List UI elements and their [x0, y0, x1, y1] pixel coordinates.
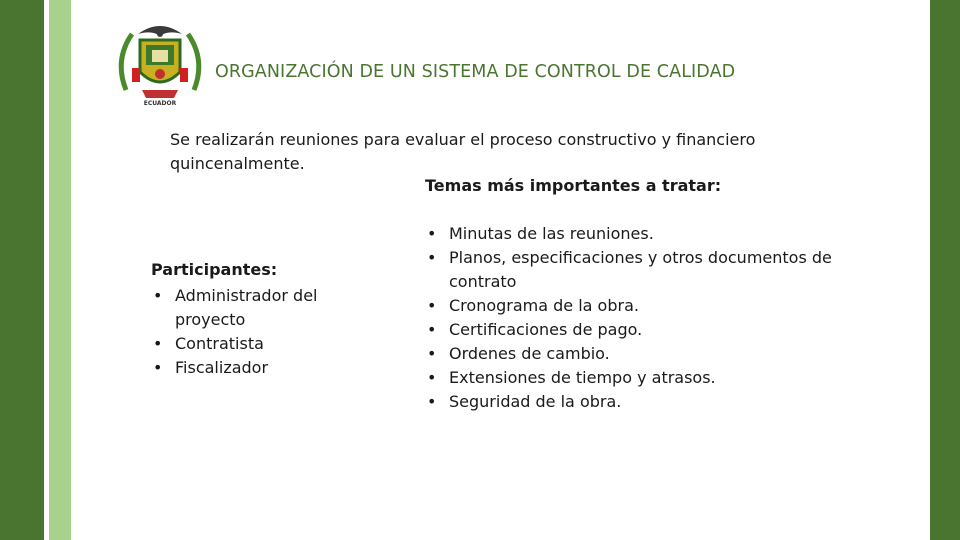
list-item: • Certificaciones de pago. — [425, 318, 855, 342]
list-item: • Administrador del proyecto — [151, 284, 351, 332]
list-item: • Planos, especificaciones y otros documentos de contrato — [425, 246, 855, 294]
coat-of-arms-icon — [112, 20, 208, 112]
right-dark-stripe — [930, 0, 960, 540]
list-item: • Contratista — [151, 332, 351, 356]
logo-caption: ECUADOR — [143, 100, 177, 107]
intro-text: Se realizarán reuniones para evaluar el proceso constructivo y financiero quincenalmente. — [170, 130, 756, 173]
list-item: • Extensiones de tiempo y atrasos. — [425, 366, 855, 390]
list-item: • Ordenes de cambio. — [425, 342, 855, 366]
list-item: • Seguridad de la obra. — [425, 390, 855, 414]
participants-list — [151, 284, 351, 380]
left-dark-stripe — [0, 0, 44, 540]
participants-heading: Participantes: — [151, 260, 278, 279]
topics-heading: Temas más importantes a tratar: — [425, 176, 722, 195]
list-item: • Minutas de las reuniones. — [425, 222, 855, 246]
topics-list — [425, 222, 855, 414]
list-item: • Cronograma de la obra. — [425, 294, 855, 318]
left-light-stripe — [49, 0, 71, 540]
slide-title: ORGANIZACIÓN DE UN SISTEMA DE CONTROL DE CALIDAD — [215, 62, 736, 82]
list-item: • Fiscalizador — [151, 356, 351, 380]
